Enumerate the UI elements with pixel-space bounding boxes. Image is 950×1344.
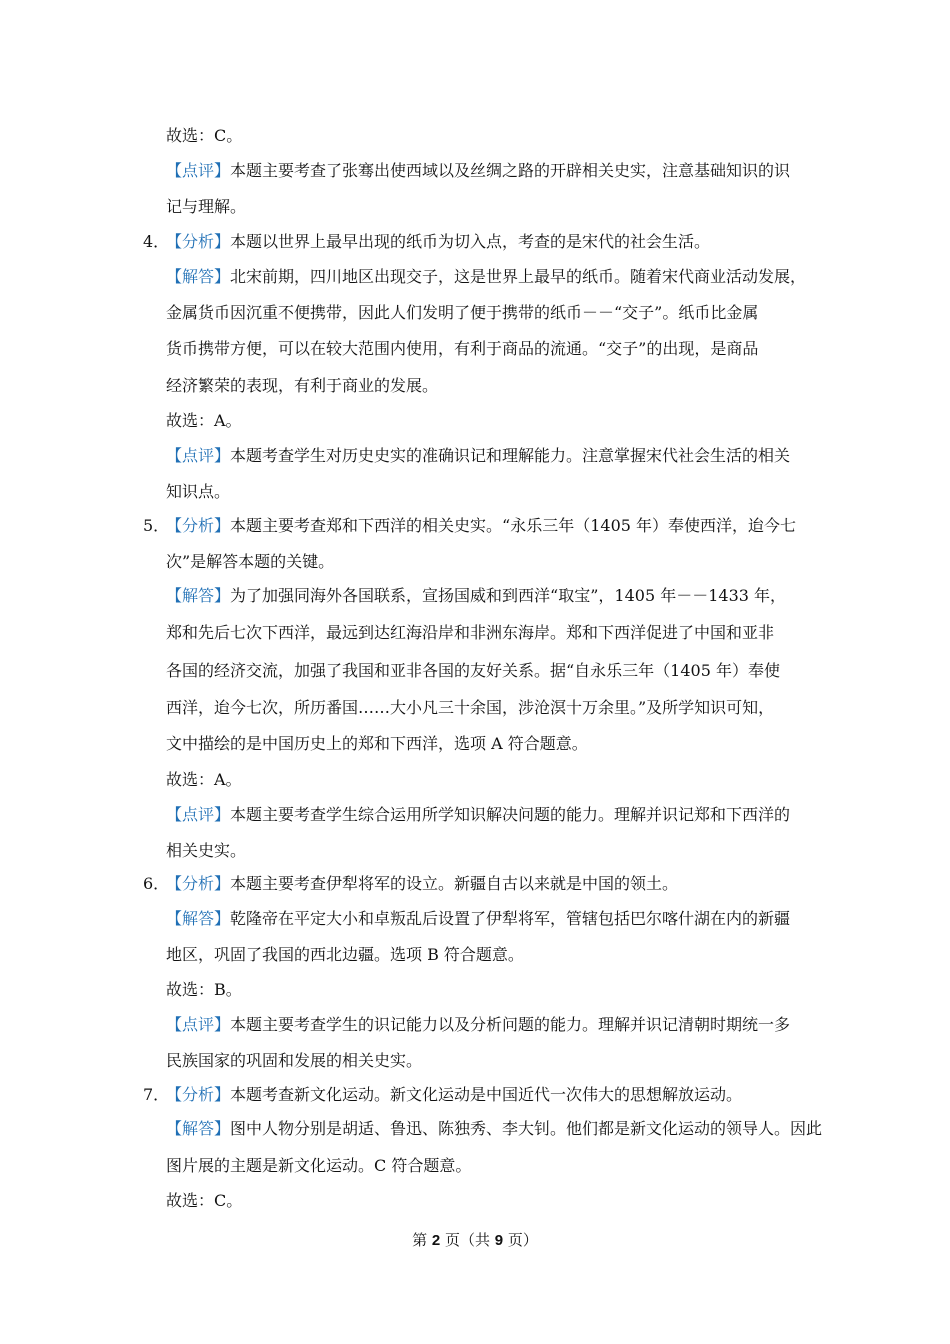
analysis-line: 【分析】本题考查新文化运动。新文化运动是中国近代一次伟大的思想解放运动。 [166,1085,743,1104]
choice-line: 故选：B。 [166,980,242,999]
analysis-line: 【分析】本题主要考查郑和下西洋的相关史实。“永乐三年（1405 年）奉使西洋，迨今七 [166,516,797,535]
answer-line: 【解答】北宋前期，四川地区出现交子，这是世界上最早的纸币。随着宋代商业活动发展， [166,267,807,286]
comment-tag: 【点评】 [166,805,231,824]
analysis-line: 【分析】本题主要考查伊犁将军的设立。新疆自古以来就是中国的领土。 [166,874,679,893]
comment-line: 相关史实。 [166,841,247,860]
answer-line: 图片展的主题是新文化运动。C 符合题意。 [166,1156,472,1175]
comment-line: 【点评】本题主要考查学生的识记能力以及分析问题的能力。理解并识记清朝时期统一多 [166,1015,791,1034]
comment-line: 【点评】本题主要考查学生综合运用所学知识解决问题的能力。理解并识记郑和下西洋的 [166,805,791,824]
choice-line: 故选：A。 [166,411,242,430]
answer-line: 西洋，迨今七次，所历番国……大小凡三十余国，涉沧溟十万余里。”及所学知识可知， [166,698,775,717]
answer-line: 地区，巩固了我国的西北边疆。选项 B 符合题意。 [166,945,524,964]
answer-tag: 【解答】 [166,267,231,286]
comment-tag: 【点评】 [166,1015,231,1034]
question-number: 5． [143,516,170,535]
choice-line: 故选：C。 [166,1191,243,1210]
question-number: 4． [143,232,170,251]
analysis-tag: 【分析】 [166,516,231,535]
comment-line: 民族国家的巩固和发展的相关史实。 [166,1051,423,1070]
answer-line: 【解答】乾隆帝在平定大小和卓叛乱后设置了伊犁将军，管辖包括巴尔喀什湖在内的新疆 [166,909,791,928]
answer-line: 各国的经济交流，加强了我国和亚非各国的友好关系。据“自永乐三年（1405 年）奉使 [166,661,780,680]
answer-line: 文中描绘的是中国历史上的郑和下西洋，选项 A 符合题意。 [166,734,588,753]
page-number: 2 [431,1232,441,1249]
choice-line: 故选：A。 [166,770,242,789]
analysis-tag: 【分析】 [166,874,231,893]
answer-line: 金属货币因沉重不便携带，因此人们发明了便于携带的纸币－－“交子”。纸币比金属 [166,303,759,322]
page-footer: 第 2 页（共 9 页） [412,1231,538,1249]
answer-line: 郑和先后七次下西洋，最远到达红海沿岸和非洲东海岸。郑和下西洋促进了中国和亚非 [166,623,775,642]
answer-tag: 【解答】 [166,586,231,605]
answer-tag: 【解答】 [166,1119,231,1138]
comment-tag: 【点评】 [166,161,231,180]
answer-line: 【解答】为了加强同海外各国联系，宣扬国威和到西洋“取宝”，1405 年－－1433 年， [166,586,787,605]
question-number: 7． [143,1085,170,1104]
analysis-tag: 【分析】 [166,1085,231,1104]
answer-line: 货币携带方便，可以在较大范围内使用，有利于商品的流通。“交子”的出现，是商品 [166,339,759,358]
comment-line: 记与理解。 [166,197,247,216]
comment-line: 【点评】本题主要考查了张骞出使西域以及丝绸之路的开辟相关史实，注意基础知识的识 [166,161,791,180]
answer-line: 经济繁荣的表现，有利于商业的发展。 [166,376,439,395]
comment-line: 知识点。 [166,482,231,501]
comment-line: 【点评】本题考查学生对历史史实的准确识记和理解能力。注意掌握宋代社会生活的相关 [166,446,791,465]
answer-tag: 【解答】 [166,909,231,928]
comment-tag: 【点评】 [166,446,231,465]
answer-line: 【解答】图中人物分别是胡适、鲁迅、陈独秀、李大钊。他们都是新文化运动的领导人。因此 [166,1119,823,1138]
choice-line: 故选：C。 [166,126,243,145]
analysis-line: 【分析】本题以世界上最早出现的纸币为切入点，考查的是宋代的社会生活。 [166,232,711,251]
page-total: 9 [494,1232,504,1249]
question-number: 6． [143,874,170,893]
analysis-tag: 【分析】 [166,232,231,251]
analysis-line: 次”是解答本题的关键。 [166,552,335,571]
